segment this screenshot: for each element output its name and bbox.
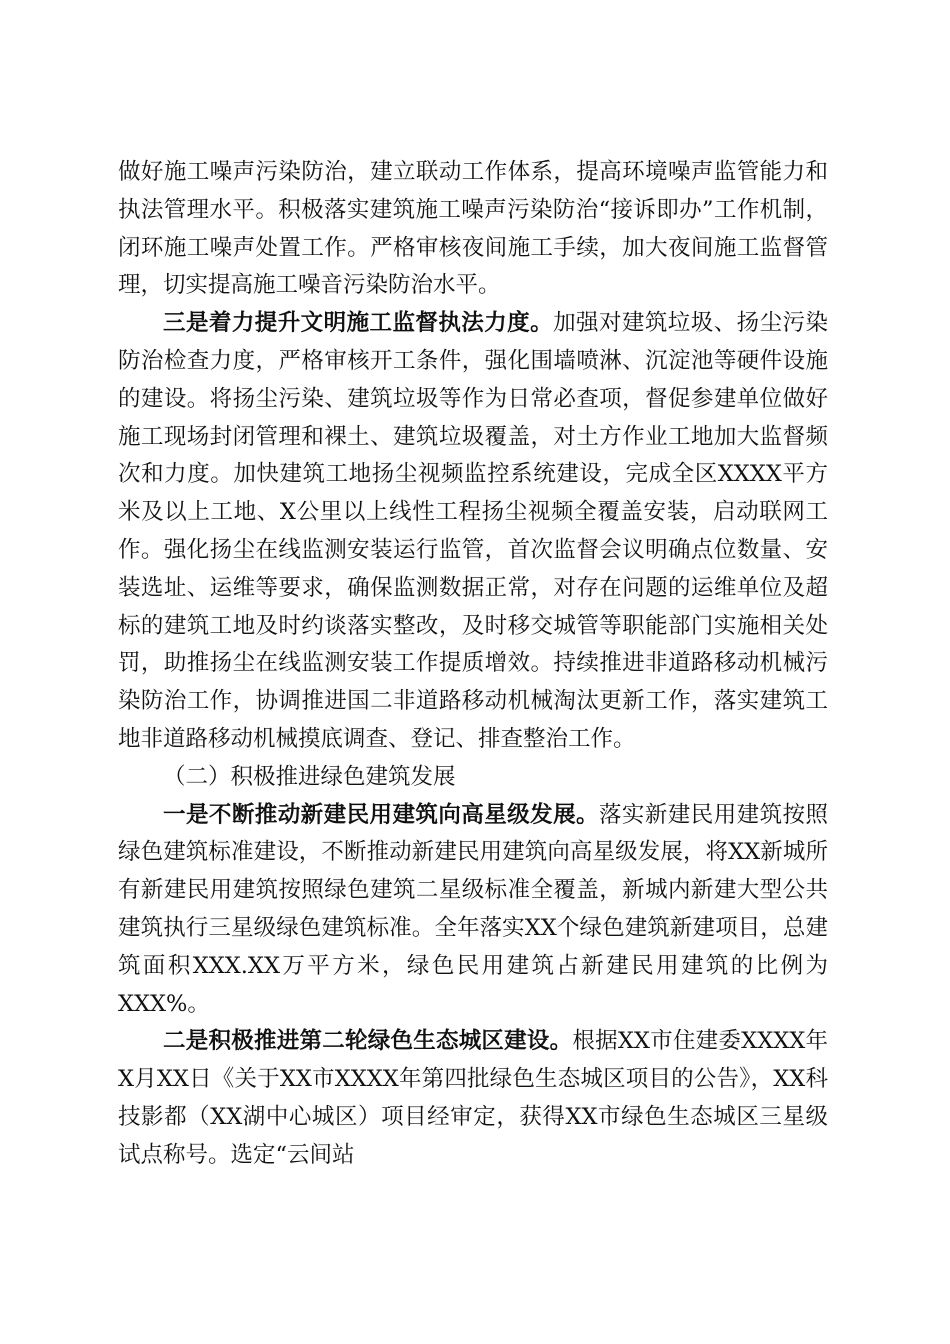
paragraph-eco-district <box>118 1023 828 1174</box>
paragraph-lead: 一是不断推动新建民用建筑向高星级发展。 <box>163 801 599 828</box>
paragraph-text: 根据XX市住建委XXXX年X月XX日《关于XX市XXXX年第四批绿色生态城区项目的公告》，XX科技影都（XX湖中心城区）项目经审定，获得XX市绿色生态城区三星级试点称号。选定“云间站 <box>118 1028 828 1168</box>
paragraph-text: 落实新建民用建筑按照绿色建筑标准建设，不断推动新建民用建筑向高星级发展，将XX新城所有新建民用建筑按照绿色建筑二星级标准全覆盖，新城内新建大型公共建筑执行三星级绿色建筑标准。全年落实XX个绿色建筑新建项目，总建筑面积XXX.XX万平方米，绿色民用建筑占新建民用建筑的比例为XXX%。 <box>118 801 828 1017</box>
paragraph-text: 加强对建筑垃圾、扬尘污染防治检查力度，严格审核开工条件，强化围墙喷淋、沉淀池等硬件设施的建设。将扬尘污染、建筑垃圾等作为日常必查项，督促参建单位做好施工现场封闭管理和裸土、建筑垃圾覆盖，对土方作业工地加大监督频次和力度。加快建筑工地扬尘视频监控系统建设，完成全区XXXX平方米及以上工地、X公里以上线性工程扬尘视频全覆盖安装，启动联网工作。强化扬尘在线监测安装运行监管，首次监督会议明确点位数量、安装选址、运维等要求，确保监测数据正常，对存在问题的运维单位及超标的建筑工地及时约谈落实整改，及时移交城管等职能部门实施相关处罚，助推扬尘在线监测安装工作提质增效。持续推进非道路移动机械污染防治工作，协调推进国二非道路移动机械淘汰更新工作，落实建筑工地非道路移动机械摸底调查、登记、排查整治工作。 <box>118 310 828 752</box>
paragraph-noise-control <box>118 154 828 305</box>
paragraph-text: 做好施工噪声污染防治，建立联动工作体系，提高环境噪声监管能力和执法管理水平。积极落实建筑施工噪声污染防治“接诉即办”工作机制，闭环施工噪声处置工作。严格审核夜间施工手续，加大夜间施工监督管理，切实提高施工噪音污染防治水平。 <box>118 159 828 299</box>
document-body <box>118 154 828 1175</box>
paragraph-lead: 二是积极推进第二轮绿色生态城区建设。 <box>163 1028 573 1055</box>
paragraph-lead: 三是着力提升文明施工监督执法力度。 <box>163 310 554 337</box>
paragraph-high-star-buildings <box>118 797 828 1024</box>
section-heading-green-building: （二）积极推进绿色建筑发展 <box>163 763 456 790</box>
paragraph-civilized-construction <box>118 305 828 759</box>
